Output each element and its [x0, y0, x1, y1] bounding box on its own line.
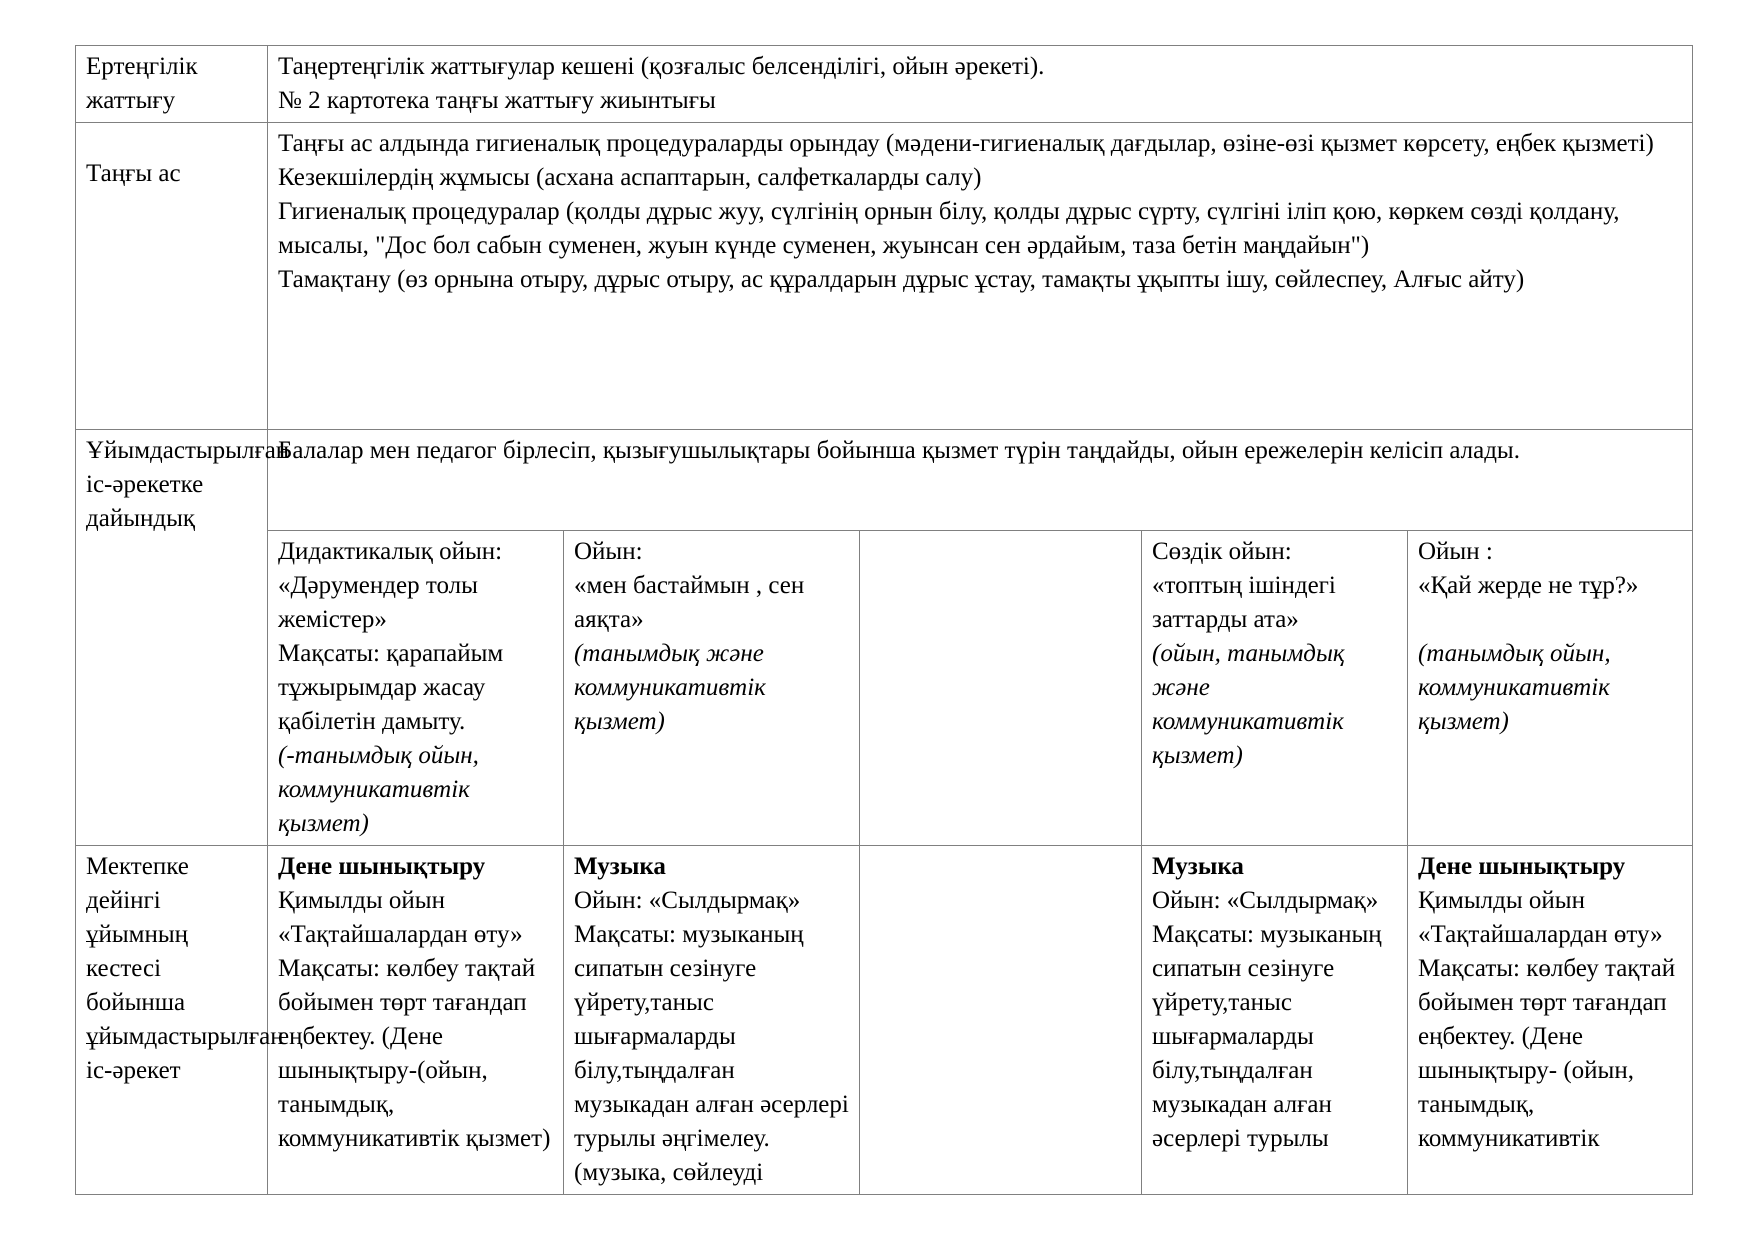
content-line: Балалар мен педагог бірлесіп, қызығушылықтары бойынша қызмет түрін таңдайды, ойын ережелерін келісіп алады. [278, 437, 1520, 464]
label-text: Ертеңгілік жаттығу [86, 53, 198, 114]
schedule-cell [564, 846, 860, 1195]
schedule-cell-empty [860, 846, 1142, 1195]
subject-title: Музыка [574, 853, 666, 880]
breakfast-content [268, 123, 1693, 430]
exercise-content [268, 46, 1693, 123]
label-text: Ұйымдастырылған іс-әрекетке дайындық [86, 437, 290, 532]
game-title: Ойын: [574, 538, 643, 565]
content-line: № 2 картотека таңғы жаттығу жиынтығы [278, 87, 716, 114]
game-title: Ойын : [1418, 538, 1493, 565]
content-line: Гигиеналық процедуралар (қолды дұрыс жуу, сүлгінің орнын білу, қолды дұрыс сүрту, сүлгіні іліп қою, көркем сөзді қолдану, мысалы, "Дос бол сабын суменен, жуын күнде суменен, жуынсан сен әрдайым, таза бетін маңдайын") [278, 198, 1620, 259]
content-line: Таңертеңгілік жаттығулар кешені (қозғалыс белсенділігі, ойын әрекеті). [278, 53, 1045, 80]
label-text: Мектепке дейінгі ұйымның кестесі бойынша ұйымдастырылған іс-әрекет [86, 853, 284, 1084]
row-preparation-days [76, 531, 1693, 846]
row-label-schedule [76, 846, 284, 1195]
day-cell [1408, 531, 1693, 846]
day-cell [268, 531, 564, 846]
schedule-cell [1142, 846, 1408, 1195]
row-schedule [76, 846, 1693, 1195]
content-line: Кезекшілердің жұмысы (асхана аспаптарын, салфеткаларды салу) [278, 164, 982, 191]
game-name: «топтың ішіндегі заттарды ата» [1152, 572, 1336, 633]
spacer [1418, 603, 1682, 637]
preparation-intro [268, 430, 1693, 531]
row-label-exercise [76, 46, 268, 123]
schedule-cell [1408, 846, 1693, 1195]
row-breakfast [76, 123, 1693, 430]
subject-body: Қимылды ойын «Тақтайшалардан өту» Мақсаты: көлбеу тақтай бойымен төрт тағандап еңбектеу. (Дене шынықтыру- (ойын, танымдық, коммуникативтік [1418, 887, 1676, 1152]
schedule-cell [268, 846, 564, 1195]
row-label-breakfast [76, 123, 268, 430]
game-title: Дидактикалық ойын: [278, 538, 503, 565]
day-cell [1142, 531, 1408, 846]
subject-title: Дене шынықтыру [1418, 853, 1626, 880]
daily-plan-table [75, 45, 1693, 1195]
game-note: (ойын, танымдық және коммуникативтік қызмет) [1152, 640, 1345, 769]
subject-title: Музыка [1152, 853, 1244, 880]
subject-title: Дене шынықтыру [278, 853, 486, 880]
day-cell-empty [860, 531, 1142, 846]
row-morning-exercise [76, 46, 1693, 123]
subject-body: Ойын: «Сылдырмақ» Мақсаты: музыканың сипатын сезінуге үйрету,таныс шығармаларды білу,тыңдалған музыкадан алған әсерлері турылы әңгімелеу. (музыка, сөйлеуді [574, 887, 849, 1186]
subject-body: Қимылды ойын «Тақтайшалардан өту» Мақсаты: көлбеу тақтай бойымен төрт тағандап еңбектеу. (Дене шынықтыру-(ойын, танымдық, коммуникативтік қызмет) [278, 887, 551, 1152]
game-name: «Қай жерде не тұр?» [1418, 572, 1639, 599]
game-title: Сөздік ойын: [1152, 538, 1292, 565]
label-text: Таңғы ас [86, 160, 181, 187]
row-preparation [76, 430, 1693, 531]
subject-body: Ойын: «Сылдырмақ» Мақсаты: музыканың сипатын сезінуге үйрету,таныс шығармаларды білу,тыңдалған музыкадан алған әсерлері турылы [1152, 887, 1382, 1152]
content-line: Таңғы ас алдында гигиеналық процедураларды орындау (мәдени-гигиеналық дағдылар, өзіне-өзі қызмет көрсету, еңбек қызметі) [278, 130, 1654, 157]
game-goal: Мақсаты: қарапайым тұжырымдар жасау қабілетін дамыту. [278, 640, 504, 735]
game-note: (-танымдық ойын, коммуникативтік қызмет) [278, 742, 479, 837]
content-line: Тамақтану (өз орнына отыру, дұрыс отыру, ас құралдарын дұрыс ұстау, тамақты ұқыпты ішу, сөйлеспеу, Алғыс айту) [278, 266, 1525, 293]
row-label-preparation [76, 430, 290, 846]
game-name: «Дәрумендер толы жемістер» [278, 572, 478, 633]
game-name: «мен бастаймын , сен аяқта» [574, 572, 805, 633]
day-cell [564, 531, 860, 846]
game-note: (танымдық ойын, коммуникативтік қызмет) [1418, 640, 1611, 735]
game-note: (танымдық және коммуникативтік қызмет) [574, 640, 766, 735]
